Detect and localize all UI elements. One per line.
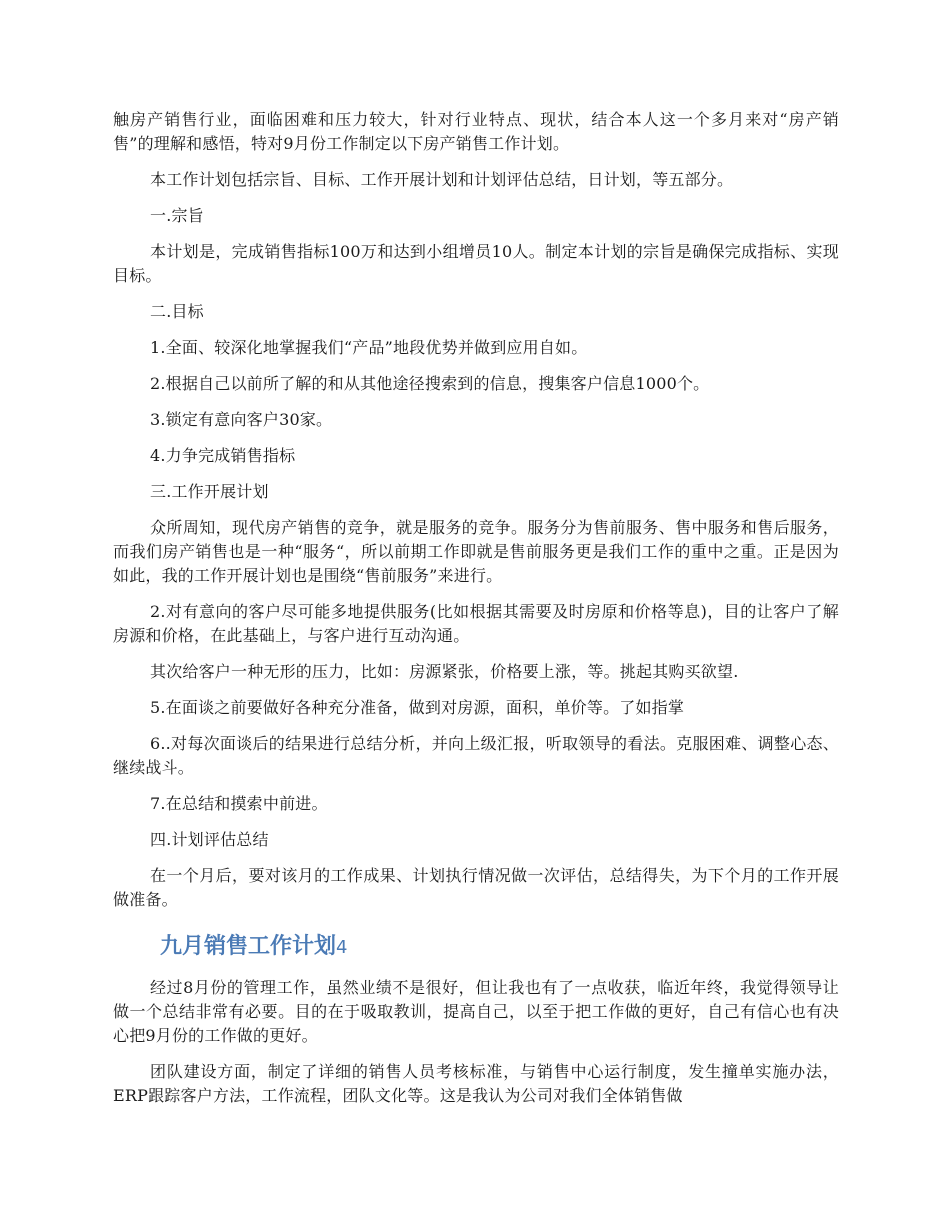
article-title-text: 九月销售工作计划 bbox=[160, 934, 337, 959]
list-item-goal-2: 2.根据自己以前所了解的和从其他途径搜索到的信息，搜集客户信息1000个。 bbox=[150, 374, 710, 393]
paragraph-plan-overview: 本工作计划包括宗旨、目标、工作开展计划和计划评估总结，日计划，等五部分。 bbox=[150, 170, 734, 189]
list-item-plan-7: 7.在总结和摸索中前进。 bbox=[150, 794, 328, 813]
article-title bbox=[113, 930, 839, 965]
section-heading-goals: 二.目标 bbox=[150, 302, 204, 321]
paragraph-purpose: 本计划是，完成销售指标100万和达到小组增员10人。制定本计划的宗旨是确保完成指标、实现目标。 bbox=[113, 242, 839, 285]
list-item-goal-1: 1.全面、较深化地掌握我们“产品”地段优势并做到应用自如。 bbox=[150, 338, 588, 357]
document-page bbox=[113, 108, 839, 1108]
list-item-plan-6: 6..对每次面谈后的结果进行总结分析，并向上级汇报，听取领导的看法。克服困难、调整心态、继续战斗。 bbox=[113, 734, 839, 777]
article-title-number: 4 bbox=[336, 937, 348, 958]
section-heading-purpose: 一.宗旨 bbox=[150, 206, 204, 225]
list-item-plan-5: 5.在面谈之前要做好各种充分准备，做到对房源，面积，单价等。了如指掌 bbox=[150, 698, 685, 717]
paragraph-intro-continued: 触房产销售行业，面临困难和压力较大，针对行业特点、现状，结合本人这一个多月来对“房产销售”的理解和感悟，特对9月份工作制定以下房产销售工作计划。 bbox=[113, 110, 839, 153]
paragraph-evaluation: 在一个月后，要对该月的工作成果、计划执行情况做一次评估，总结得失，为下个月的工作开展做准备。 bbox=[113, 866, 839, 909]
paragraph-pressure: 其次给客户一种无形的压力，比如：房源紧张，价格要上涨，等。挑起其购买欲望. bbox=[150, 662, 739, 681]
paragraph-service-competition: 众所周知，现代房产销售的竞争，就是服务的竞争。服务分为售前服务、售中服务和售后服务，而我们房产销售也是一种“服务“，所以前期工作即就是售前服务更是我们工作的重中之重。正是因为如此，我的工作开展计划也是围绕“售前服务”来进行。 bbox=[113, 518, 839, 585]
list-item-goal-4: 4.力争完成销售指标 bbox=[150, 446, 296, 465]
section-heading-work-plan: 三.工作开展计划 bbox=[150, 482, 269, 501]
paragraph-team-building: 团队建设方面，制定了详细的销售人员考核标准，与销售中心运行制度，发生撞单实施办法，ERP跟踪客户方法，工作流程，团队文化等。这是我认为公司对我们全体销售做 bbox=[113, 1062, 839, 1105]
paragraph-august-review: 经过8月份的管理工作，虽然业绩不是很好，但让我也有了一点收获，临近年终，我觉得领导让做一个总结非常有必要。目的在于吸取教训，提高自己，以至于把工作做的更好，自己有信心也有决心把9月份的工作做的更好。 bbox=[113, 978, 839, 1045]
list-item-goal-3: 3.锁定有意向客户30家。 bbox=[150, 410, 333, 429]
list-item-plan-2: 2.对有意向的客户尽可能多地提供服务(比如根据其需要及时房原和价格等息)，目的让客户了解房源和价格，在此基础上，与客户进行互动沟通。 bbox=[113, 602, 839, 645]
section-heading-evaluation: 四.计划评估总结 bbox=[150, 830, 269, 849]
